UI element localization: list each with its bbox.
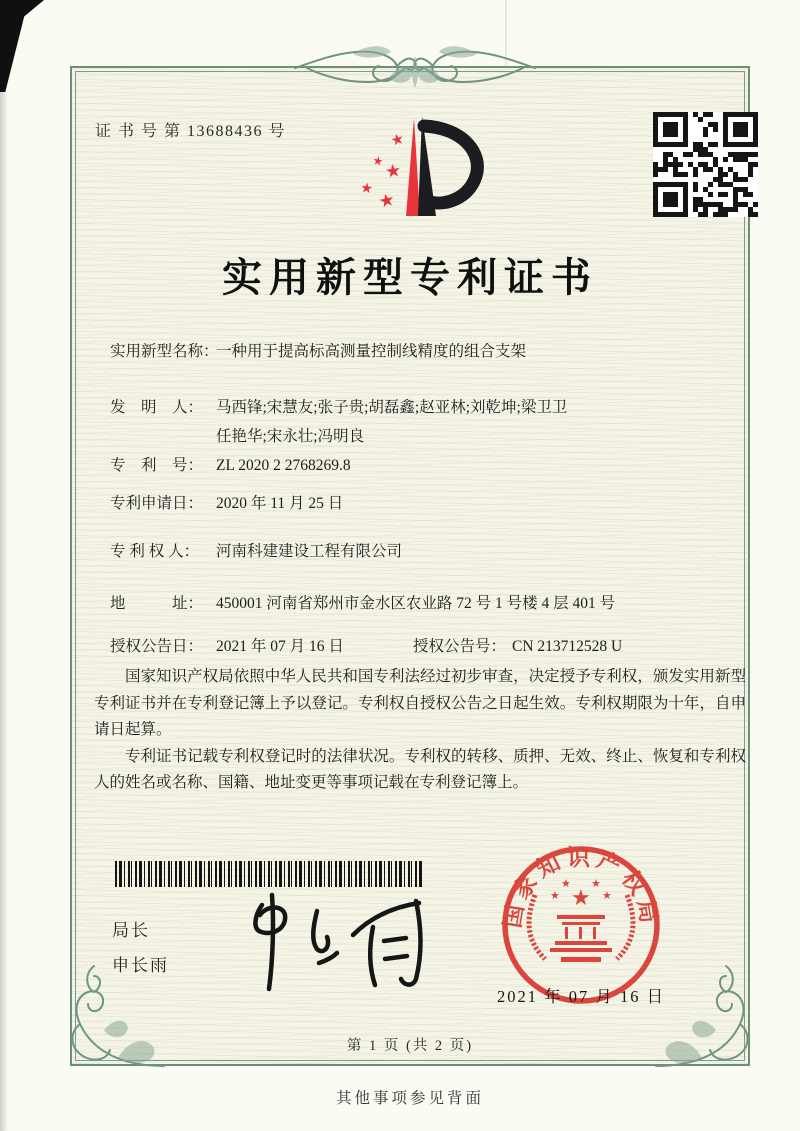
field-row-grant-no	[413, 634, 622, 656]
inventor-value-line2: 任艳华;宋永壮;冯明良	[216, 428, 365, 445]
national-emblem	[529, 878, 633, 962]
grant-date-value: 2021 年 07 月 16 日	[216, 638, 344, 655]
field-row-inventors	[110, 395, 567, 417]
star-icon: ★	[389, 131, 407, 150]
emblem-gate	[550, 915, 612, 962]
grant-date-label: 授权公告日：	[110, 638, 204, 655]
page-number: 第 1 页 (共 2 页)	[346, 1038, 474, 1054]
star-icon: ★	[561, 878, 571, 890]
back-side-note: 其他事项参见背面	[335, 1090, 484, 1107]
star-icon: ★	[591, 878, 601, 890]
star-icon: ★	[602, 890, 612, 902]
star-icon: ★	[571, 885, 591, 910]
grant-no-label: 授权公告号：	[413, 638, 507, 655]
body-paragraph-2: 专利证书记载专利权登记时的法律状况。专利权的转移、质押、无效、终止、恢复和专利权人的姓名或名称、国籍、地址变更等事项记载在专利登记簿上。	[94, 747, 746, 791]
certificate-title: 实用新型专利证书	[222, 255, 598, 300]
seal-arc-text: 国家知识产权局	[499, 845, 663, 930]
emblem-wreath-right	[617, 895, 633, 959]
name-label: 实用新型名称：	[110, 343, 219, 360]
inventor-value-line1: 马西锋;宋慧友;张子贵;胡磊鑫;赵亚林;刘乾坤;梁卫卫	[216, 399, 568, 416]
name-value: 一种用于提高标高测量控制线精度的组合支架	[216, 343, 527, 360]
star-icon: ★	[383, 159, 403, 182]
filing-date-value: 2020 年 11 月 25 日	[216, 495, 344, 512]
grant-no-value: CN 213712528 U	[512, 638, 623, 655]
field-row-patent-no	[110, 453, 351, 475]
field-row-filing-date	[110, 491, 343, 513]
patent-no-label: 专 利 号：	[110, 457, 204, 474]
patent-no-value: ZL 2020 2 2768269.8	[216, 457, 351, 474]
legal-body-text	[94, 664, 746, 797]
seal-date: 2021 年 07 月 16 日	[497, 987, 666, 1006]
qr-code	[653, 112, 758, 217]
star-icon: ★	[371, 153, 385, 169]
field-row-inventors-line2	[216, 424, 364, 446]
filing-date-label: 专利申请日：	[110, 495, 204, 512]
star-icon: ★	[376, 188, 397, 212]
top-flourish-ornament	[293, 38, 537, 100]
field-row-grant-date	[110, 634, 344, 656]
director-name-label: 申长雨	[112, 956, 169, 975]
field-row-patentee	[110, 539, 402, 561]
cnipa-patent-logo	[352, 112, 487, 232]
star-icon: ★	[550, 890, 560, 902]
certificate-number: 证 书 号 第 13688436 号	[95, 123, 287, 140]
scan-edge-shadow	[0, 0, 8, 1131]
address-value: 450001 河南省郑州市金水区农业路 72 号 1 号楼 4 层 401 号	[216, 595, 616, 612]
scan-artifact-corner	[0, 0, 44, 92]
logo-red-wedge	[406, 118, 420, 216]
field-row-address	[110, 591, 615, 613]
patentee-value: 河南科建建设工程有限公司	[216, 543, 403, 560]
field-row-name	[110, 339, 526, 361]
director-title-label: 局长	[112, 921, 150, 940]
director-signature	[225, 883, 440, 995]
body-paragraph-1: 国家知识产权局依照中华人民共和国专利法经过初步审查，决定授予专利权，颁发实用新型专利证书并在专利登记簿上予以登记。专利权自授权公告之日起生效。专利权期限为十年，自申请日起算。	[94, 668, 746, 738]
emblem-wreath-left	[529, 895, 545, 959]
star-icon: ★	[359, 181, 374, 198]
address-label: 地 址：	[110, 595, 204, 612]
inventor-label: 发 明 人：	[110, 399, 204, 416]
patentee-label: 专 利 权 人：	[110, 543, 200, 560]
